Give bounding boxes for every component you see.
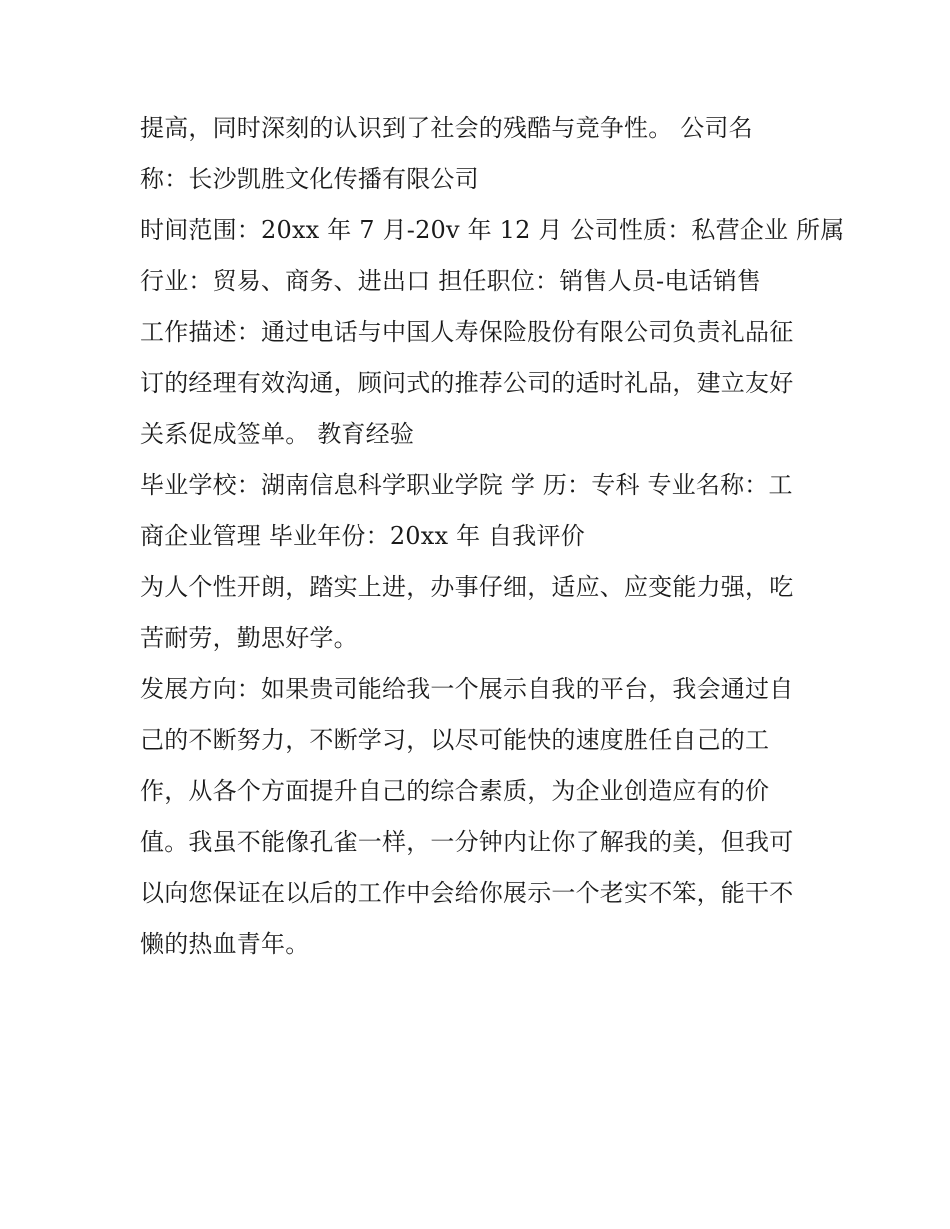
text-line: 毕业学校：湖南信息科学职业学院 学 历：专科 专业名称：工: [140, 471, 793, 499]
text-line: 己的不断努力，不断学习，以尽可能快的速度胜任自己的工: [140, 726, 770, 754]
text-line: 为人个性开朗，踏实上进，办事仔细，适应、应变能力强，吃: [140, 573, 794, 601]
text-line: 懒的热血青年。: [140, 930, 310, 958]
text-line: 时间范围：20xx 年 7 月-20v 年 12 月 公司性质：私营企业 所属: [140, 216, 845, 244]
text-line: 苦耐劳，勤思好学。: [140, 624, 358, 652]
text-line: 作，从各个方面提升自己的综合素质，为企业创造应有的价: [140, 777, 770, 805]
text-line: 以向您保证在以后的工作中会给你展示一个老实不笨，能干不: [140, 879, 794, 907]
text-line: 称：长沙凯胜文化传播有限公司: [140, 165, 479, 193]
document-body: [140, 103, 845, 970]
text-line: 关系促成签单。 教育经验: [140, 420, 415, 448]
text-line: 发展方向：如果贵司能给我一个展示自我的平台，我会通过自: [140, 675, 794, 703]
text-line: 提高，同时深刻的认识到了社会的残酷与竞争性。 公司名: [140, 114, 753, 142]
text-line: 工作描述：通过电话与中国人寿保险股份有限公司负责礼品征: [140, 318, 794, 346]
text-line: 行业：贸易、商务、进出口 担任职位：销售人员-电话销售: [140, 267, 762, 295]
text-line: 商企业管理 毕业年份：20xx 年 自我评价: [140, 522, 585, 550]
text-line: 值。我虽不能像孔雀一样，一分钟内让你了解我的美，但我可: [140, 828, 794, 856]
text-line: 订的经理有效沟通，顾问式的推荐公司的适时礼品，建立友好: [140, 369, 794, 397]
